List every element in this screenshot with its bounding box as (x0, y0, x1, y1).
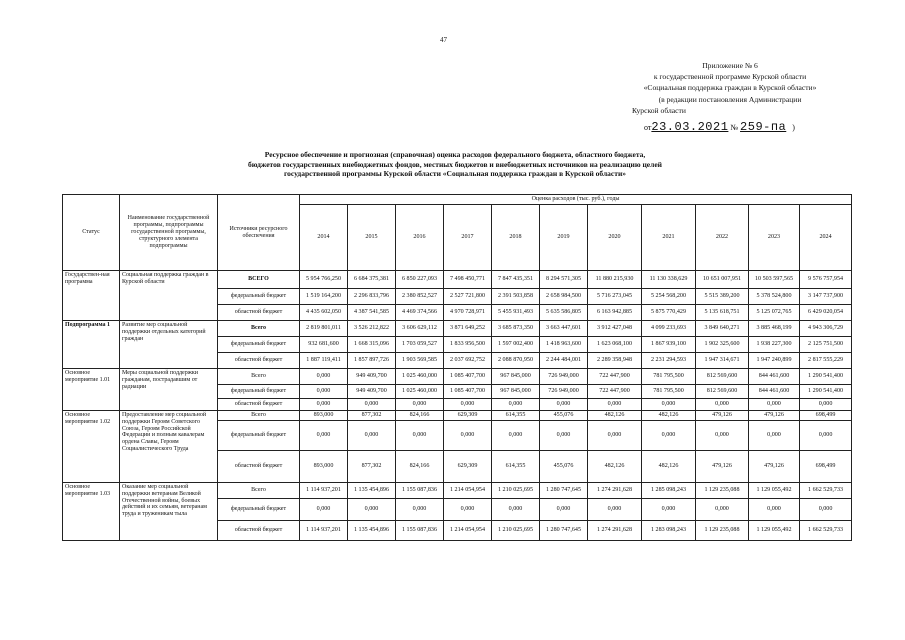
value-cell: 629,309 (444, 411, 492, 421)
header-year: 2024 (800, 205, 852, 271)
resolution-date-line (644, 120, 795, 134)
value-cell: 0,000 (492, 499, 540, 521)
value-cell: 1 155 087,836 (396, 483, 444, 499)
value-cell: 949 409,700 (348, 369, 396, 385)
value-cell: 2 289 358,948 (588, 353, 642, 369)
value-cell: 7 498 450,771 (444, 271, 492, 289)
source-cell: областной бюджет (218, 353, 300, 369)
value-cell: 0,000 (348, 399, 396, 411)
source-cell: Всего (218, 369, 300, 385)
value-cell: 4 099 233,693 (642, 321, 696, 337)
value-cell: 722 447,900 (588, 385, 642, 399)
value-cell: 4 387 541,585 (348, 305, 396, 321)
value-cell: 3 885 468,199 (749, 321, 800, 337)
table-row (63, 483, 852, 499)
value-cell: 6 429 020,054 (800, 305, 852, 321)
value-cell: 0,000 (588, 399, 642, 411)
value-cell: 5 716 273,045 (588, 289, 642, 305)
value-cell: 1 887 119,411 (300, 353, 348, 369)
header-year: 2023 (749, 205, 800, 271)
budget-table (62, 194, 852, 541)
title-line: бюджетов государственных внебюджетных фондов, местных бюджетов и внебюджетных источников на реализацию целей (248, 159, 662, 169)
value-cell: 0,000 (749, 421, 800, 451)
value-cell: 1 833 956,500 (444, 337, 492, 353)
value-cell: 1 947 240,899 (749, 353, 800, 369)
value-cell: 7 847 435,351 (492, 271, 540, 289)
date-prefix: от (644, 123, 652, 132)
value-cell: 5 378 524,800 (749, 289, 800, 305)
appendix-line: Приложение № 6 (702, 61, 758, 70)
appendix-line: «Социальная поддержка граждан в Курской области» (643, 83, 817, 93)
status-cell: Основное мероприятие 1.01 (63, 369, 120, 411)
value-cell: 479,126 (696, 451, 749, 483)
value-cell: 3 663 447,601 (540, 321, 588, 337)
value-cell: 0,000 (492, 421, 540, 451)
value-cell: 0,000 (540, 499, 588, 521)
source-cell: Всего (218, 321, 300, 337)
source-cell: федеральный бюджет (218, 289, 300, 305)
value-cell: 0,000 (540, 421, 588, 451)
value-cell: 3 871 649,252 (444, 321, 492, 337)
value-cell: 0,000 (300, 369, 348, 385)
title-line: государственной программы Курской области «Социальная поддержка граждан в Курской области» (283, 169, 627, 179)
value-cell: 0,000 (492, 399, 540, 411)
value-cell: 0,000 (444, 499, 492, 521)
value-cell: 1 135 454,896 (348, 483, 396, 499)
value-cell: 1 668 315,096 (348, 337, 396, 353)
name-cell: Социальная поддержка граждан в Курской области (120, 271, 218, 321)
value-cell: 1 283 098,243 (642, 521, 696, 541)
status-cell: Основное мероприятие 1.02 (63, 411, 120, 483)
value-cell: 1 703 059,527 (396, 337, 444, 353)
value-cell: 4 435 602,050 (300, 305, 348, 321)
value-cell: 482,126 (642, 451, 696, 483)
value-cell: 844 461,600 (749, 385, 800, 399)
value-cell: 0,000 (696, 421, 749, 451)
value-cell: 1 274 291,628 (588, 521, 642, 541)
value-cell: 0,000 (444, 399, 492, 411)
value-cell: 482,126 (642, 411, 696, 421)
table-row (63, 369, 852, 385)
title-line: Ресурсное обеспечение и прогнозная (справочная) оценка расходов федерального бюджета, областного бюджета, (264, 150, 646, 159)
header-year: 2021 (642, 205, 696, 271)
value-cell: 844 461,600 (749, 369, 800, 385)
value-cell: 1 114 937,201 (300, 521, 348, 541)
header-year: 2017 (444, 205, 492, 271)
closing-paren: ) (792, 123, 795, 132)
value-cell: 10 651 007,951 (696, 271, 749, 289)
value-cell: 1 085 407,700 (444, 385, 492, 399)
source-cell: федеральный бюджет (218, 385, 300, 399)
header-estimate: Оценка расходов (тыс. руб.), годы (300, 195, 852, 205)
header-source: Источники ресурсного обеспечения (218, 195, 300, 271)
value-cell: 1 129 055,492 (749, 483, 800, 499)
table-row (63, 411, 852, 421)
value-cell: 824,166 (396, 451, 444, 483)
value-cell: 2 380 852,527 (396, 289, 444, 305)
value-cell: 1 947 314,671 (696, 353, 749, 369)
value-cell: 1 129 055,492 (749, 521, 800, 541)
value-cell: 967 845,000 (492, 385, 540, 399)
source-cell: федеральный бюджет (218, 499, 300, 521)
value-cell: 4 469 374,566 (396, 305, 444, 321)
value-cell: 3 685 873,350 (492, 321, 540, 337)
value-cell: 5 515 389,200 (696, 289, 749, 305)
value-cell: 0,000 (588, 421, 642, 451)
value-cell: 1 210 025,695 (492, 483, 540, 499)
value-cell: 1 025 460,000 (396, 369, 444, 385)
status-cell: Основное мероприятие 1.03 (63, 483, 120, 541)
value-cell: 479,126 (696, 411, 749, 421)
value-cell: 1 903 569,585 (396, 353, 444, 369)
value-cell: 11 880 215,930 (588, 271, 642, 289)
value-cell: 2 125 751,500 (800, 337, 852, 353)
value-cell: 0,000 (348, 421, 396, 451)
header-year: 2019 (540, 205, 588, 271)
header-name: Наименование государственной программы, подпрограммы государственной программы, структурного элемента подпрограммы (120, 195, 218, 271)
value-cell: 455,076 (540, 411, 588, 421)
value-cell: 479,126 (749, 411, 800, 421)
value-cell: 698,499 (800, 451, 852, 483)
value-cell: 3 526 212,822 (348, 321, 396, 337)
header-year: 2018 (492, 205, 540, 271)
value-cell: 3 147 737,900 (800, 289, 852, 305)
value-cell: 482,126 (588, 411, 642, 421)
value-cell: 2 231 294,593 (642, 353, 696, 369)
value-cell: 6 850 227,093 (396, 271, 444, 289)
value-cell: 11 130 338,629 (642, 271, 696, 289)
value-cell: 0,000 (588, 499, 642, 521)
value-cell: 893,000 (300, 411, 348, 421)
value-cell: 1 280 747,645 (540, 521, 588, 541)
value-cell: 479,126 (749, 451, 800, 483)
value-cell: 614,355 (492, 451, 540, 483)
value-cell: 1 662 529,733 (800, 521, 852, 541)
value-cell: 726 949,000 (540, 385, 588, 399)
value-cell: 893,000 (300, 451, 348, 483)
value-cell: 698,499 (800, 411, 852, 421)
source-cell: областной бюджет (218, 451, 300, 483)
value-cell: 0,000 (696, 399, 749, 411)
value-cell: 4 943 306,729 (800, 321, 852, 337)
value-cell: 726 949,000 (540, 369, 588, 385)
value-cell: 10 503 597,565 (749, 271, 800, 289)
value-cell: 1 129 235,088 (696, 521, 749, 541)
value-cell: 6 684 375,381 (348, 271, 396, 289)
table-row (63, 271, 852, 289)
value-cell: 1 129 235,088 (696, 483, 749, 499)
value-cell: 1 025 460,000 (396, 385, 444, 399)
appendix-heading (610, 60, 850, 116)
value-cell: 1 214 054,954 (444, 483, 492, 499)
name-cell: Предоставление мер социальной поддержки Героям Советского Союза, Героям Российской Федерации и полным кавалерам ордена Славы, Героям Социалистического Труда (120, 411, 218, 483)
value-cell: 0,000 (348, 499, 396, 521)
value-cell: 0,000 (300, 385, 348, 399)
appendix-line: Курской области (632, 105, 686, 115)
value-cell: 1 867 939,100 (642, 337, 696, 353)
status-cell: Государствен-ная программа (63, 271, 120, 321)
header-year: 2015 (348, 205, 396, 271)
value-cell: 5 455 931,493 (492, 305, 540, 321)
value-cell: 1 902 325,600 (696, 337, 749, 353)
page-number: 47 (440, 36, 447, 44)
value-cell: 1 290 541,400 (800, 385, 852, 399)
value-cell: 3 606 629,112 (396, 321, 444, 337)
document-title (160, 150, 750, 179)
header-year: 2014 (300, 205, 348, 271)
value-cell: 5 635 586,805 (540, 305, 588, 321)
value-cell: 2 244 484,001 (540, 353, 588, 369)
header-status: Статус (63, 195, 120, 271)
value-cell: 1 857 897,726 (348, 353, 396, 369)
value-cell: 1 274 291,628 (588, 483, 642, 499)
value-cell: 722 447,900 (588, 369, 642, 385)
value-cell: 0,000 (642, 421, 696, 451)
name-cell: Оказание мер социальной поддержки ветеранам Великой Отечественной войны, боевых действий и их семьям, ветеранам труда и труженикам тыла (120, 483, 218, 541)
header-year: 2016 (396, 205, 444, 271)
value-cell: 0,000 (749, 399, 800, 411)
value-cell: 1 210 025,695 (492, 521, 540, 541)
name-cell: Развитие мер социальной поддержки отдельных категорий граждан (120, 321, 218, 369)
name-cell: Меры социальной поддержки гражданам, пострадавшим от радиации (120, 369, 218, 411)
value-cell: 1 114 937,201 (300, 483, 348, 499)
budget-table-body (63, 271, 852, 541)
source-cell: Всего (218, 483, 300, 499)
value-cell: 812 569,600 (696, 385, 749, 399)
number-prefix: № (730, 123, 739, 132)
value-cell: 5 254 568,200 (642, 289, 696, 305)
value-cell: 1 623 068,100 (588, 337, 642, 353)
appendix-line: к государственной программе Курской области (653, 72, 807, 82)
value-cell: 5 125 072,765 (749, 305, 800, 321)
value-cell: 5 135 618,751 (696, 305, 749, 321)
value-cell: 0,000 (540, 399, 588, 411)
value-cell: 6 163 942,885 (588, 305, 642, 321)
value-cell: 967 845,000 (492, 369, 540, 385)
value-cell: 0,000 (396, 399, 444, 411)
resolution-number: 259-па (740, 120, 787, 134)
value-cell: 2 088 870,950 (492, 353, 540, 369)
value-cell: 0,000 (396, 421, 444, 451)
value-cell: 0,000 (642, 499, 696, 521)
value-cell: 1 135 454,896 (348, 521, 396, 541)
value-cell: 1 214 054,954 (444, 521, 492, 541)
value-cell: 2 819 801,011 (300, 321, 348, 337)
value-cell: 0,000 (300, 499, 348, 521)
value-cell: 0,000 (642, 399, 696, 411)
value-cell: 629,309 (444, 451, 492, 483)
value-cell: 877,302 (348, 411, 396, 421)
value-cell: 1 290 541,400 (800, 369, 852, 385)
value-cell: 5 875 770,429 (642, 305, 696, 321)
value-cell: 0,000 (800, 399, 852, 411)
source-cell: федеральный бюджет (218, 337, 300, 353)
value-cell: 2 658 984,500 (540, 289, 588, 305)
value-cell: 0,000 (800, 421, 852, 451)
value-cell: 949 409,700 (348, 385, 396, 399)
source-cell: областной бюджет (218, 399, 300, 411)
value-cell: 9 576 757,954 (800, 271, 852, 289)
value-cell: 0,000 (396, 499, 444, 521)
value-cell: 812 569,600 (696, 369, 749, 385)
value-cell: 0,000 (444, 421, 492, 451)
header-year: 2020 (588, 205, 642, 271)
value-cell: 0,000 (300, 399, 348, 411)
value-cell: 2 037 692,752 (444, 353, 492, 369)
table-row (63, 321, 852, 337)
value-cell: 0,000 (696, 499, 749, 521)
value-cell: 3 849 640,271 (696, 321, 749, 337)
value-cell: 0,000 (300, 421, 348, 451)
value-cell: 4 970 728,971 (444, 305, 492, 321)
value-cell: 2 296 833,796 (348, 289, 396, 305)
value-cell: 2 391 503,858 (492, 289, 540, 305)
value-cell: 1 280 747,645 (540, 483, 588, 499)
value-cell: 2 527 721,800 (444, 289, 492, 305)
value-cell: 2 817 555,229 (800, 353, 852, 369)
value-cell: 614,355 (492, 411, 540, 421)
resolution-date: 23.03.2021 (651, 120, 729, 134)
value-cell: 1 597 002,400 (492, 337, 540, 353)
source-cell: областной бюджет (218, 305, 300, 321)
value-cell: 482,126 (588, 451, 642, 483)
value-cell: 0,000 (800, 499, 852, 521)
value-cell: 932 681,600 (300, 337, 348, 353)
value-cell: 1 519 164,200 (300, 289, 348, 305)
source-cell: ВСЕГО (218, 271, 300, 289)
source-cell: областной бюджет (218, 521, 300, 541)
value-cell: 1 938 227,300 (749, 337, 800, 353)
value-cell: 8 294 571,305 (540, 271, 588, 289)
value-cell: 3 912 427,048 (588, 321, 642, 337)
value-cell: 824,166 (396, 411, 444, 421)
source-cell: Всего (218, 411, 300, 421)
source-cell: федеральный бюджет (218, 421, 300, 451)
value-cell: 1 085 407,700 (444, 369, 492, 385)
value-cell: 455,076 (540, 451, 588, 483)
value-cell: 5 954 766,250 (300, 271, 348, 289)
value-cell: 1 285 098,243 (642, 483, 696, 499)
value-cell: 1 662 529,733 (800, 483, 852, 499)
value-cell: 781 795,500 (642, 385, 696, 399)
value-cell: 1 418 963,600 (540, 337, 588, 353)
header-year: 2022 (696, 205, 749, 271)
appendix-line: (в редакции постановления Администрации (658, 94, 802, 104)
value-cell: 781 795,500 (642, 369, 696, 385)
value-cell: 1 155 087,836 (396, 521, 444, 541)
status-cell: Подпрограмма 1 (63, 321, 120, 369)
value-cell: 0,000 (749, 499, 800, 521)
value-cell: 877,302 (348, 451, 396, 483)
